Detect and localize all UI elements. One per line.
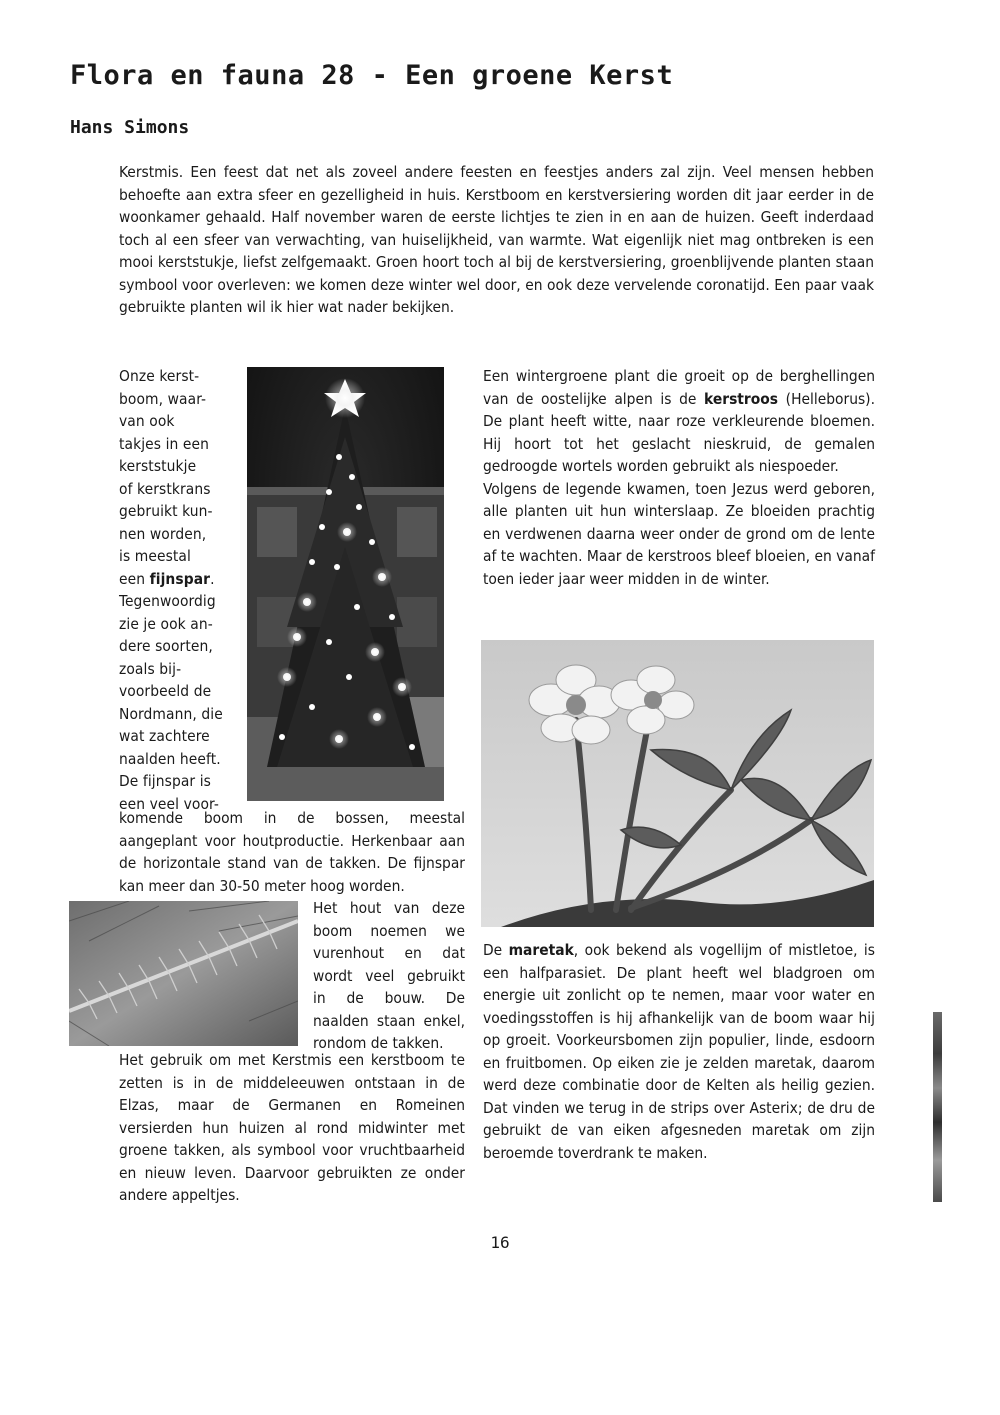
maretak-section bbox=[483, 939, 875, 1164]
text-line: nen worden, bbox=[119, 524, 207, 543]
text-line: naalden heeft. bbox=[119, 749, 221, 768]
text-fragment: een bbox=[119, 569, 150, 588]
text-line: kerststukje bbox=[119, 457, 197, 475]
text-line: boom, waar- bbox=[119, 389, 207, 408]
fijnspar-continuation: komende boom in de bossen, meestal aangeplant voor houtproductie. Herkenbaar aan de horizontale stand van de takken. De fijnspar kan meer dan 30-50 meter hoog worden. bbox=[119, 809, 465, 895]
text-line: is meestal bbox=[119, 547, 191, 565]
kerstroos-legend-paragraph: Volgens de legende kwamen, toen Jezus werd geboren, alle planten uit hun winterslaap. Ze bloeiden prachtig en verdwenen daarna weer onder de grond om de lente af te wachten. Maar de kerstroos bleef bloeien, en vanaf toen ieder jaar weer midden in de winter. bbox=[483, 479, 875, 588]
text-line: wat zachtere bbox=[119, 727, 210, 745]
text-line: voorbeeld de bbox=[119, 682, 212, 700]
article-title: Flora en fauna 28 - Een groene Kerst bbox=[70, 60, 674, 91]
fijnspar-hout-paragraph: Het hout van deze boom noemen we vurenhout en dat wordt veel gebruikt in de bouw. De naalden staan enkel, rondom de takken. bbox=[313, 899, 465, 1052]
intro-paragraph: Kerstmis. Een feest dat net als zoveel andere feesten en feestjes anders zal zijn. Veel mensen hebben behoefte aan extra sfeer en gezelligheid in huis. Kerstboom en kerstversiering worden dit jaar eerder in de woonkamer gehaald. Half november waren de eerste lichtjes te zien in en aan de huizen. Geeft inderdaad toch al een sfeer van verwachting, van huiselijkheid, van warmte. Wat eigenlijk niet mag ontbreken is een mooi kerststukje, liefst zelfgemaakt. Groen hoort toch al bij de kerstversiering, groenblijvende planten staan symbool voor overleven: we komen deze winter wel door, en ook deze vervelende coronatijd. Een paar vaak gebruikte planten wil ik hier wat nader bekijken. bbox=[119, 163, 874, 316]
text-line: Nordmann, die bbox=[119, 704, 223, 723]
edge-thumb-strip bbox=[933, 1012, 942, 1202]
text-line: of kerstkrans bbox=[119, 479, 211, 498]
term-fijnspar: fijnspar bbox=[149, 569, 211, 588]
fijnspar-narrow-column bbox=[119, 365, 247, 815]
text-line: zie je ook an- bbox=[119, 614, 213, 633]
christmas-tree-photo bbox=[247, 367, 444, 801]
term-kerstroos: kerstroos bbox=[704, 389, 779, 408]
kerstroos-section bbox=[483, 365, 875, 590]
text-line: Tegenwoordig bbox=[119, 592, 216, 610]
term-maretak: maretak bbox=[508, 941, 574, 959]
text-fragment: , ook bekend als vogellijm of mistletoe, is een halfparasiet. De plant heeft wel bladgroen om energie uit zonlicht op te nemen, maar voor water en voedingsstoffen is hij afhankelijk van de boom waar hij op groeit. Voorkeursbomen zijn populier, linde, esdoorn en fruitbomen. Op eiken zie je zelden maretak, daarom werd deze combinatie door de Kelten als heilig gezien. Dat vinden we terug in de strips over Asterix; de dru de gebruikt de van eiken afgesneden maretak om zijn beroemde toverdrank te maken. bbox=[483, 941, 875, 1162]
text-fragment: (Helleborus). De plant heeft witte, naar roze verkleurende bloemen. Hij hoort tot het geslacht nieskruid, de gemalen gedroogde wortels worden gebruikt als niespoeder. bbox=[483, 389, 875, 475]
text-fragment: De bbox=[483, 941, 509, 959]
text-line: gebruikt kun- bbox=[119, 502, 213, 520]
kerstroos-photo bbox=[481, 640, 874, 927]
kerstroos-paragraph bbox=[483, 365, 875, 478]
text-line: een veel voor- bbox=[119, 794, 219, 813]
text-line bbox=[119, 568, 247, 591]
article-author: Hans Simons bbox=[70, 117, 190, 138]
text-line: van ook bbox=[119, 412, 175, 430]
text-line: dere soorten, bbox=[119, 637, 213, 655]
text-fragment: Een wintergroene plant die groeit op de berghellingen van de oostelijke alpen is de bbox=[483, 367, 875, 408]
maretak-paragraph bbox=[483, 939, 875, 1164]
text-line: takjes in een bbox=[119, 434, 210, 453]
text-line: zoals bij- bbox=[119, 659, 182, 678]
spruce-branch-photo bbox=[69, 901, 298, 1046]
text-line: De fijnspar is bbox=[119, 772, 211, 790]
spruce-branch-illustration bbox=[69, 901, 298, 1046]
fijnspar-history-paragraph: Het gebruik om met Kerstmis een kerstboom te zetten is in de middeleeuwen ontstaan in de Elzas, maar de Germanen en Romeinen versierden hun huizen al rond midwinter met groene takken, als symbool voor vruchtbaarheid en nieuw leven. Daarvoor gebruikten ze onder andere appeltjes. bbox=[119, 1051, 465, 1204]
christmas-tree-illustration bbox=[247, 367, 444, 801]
page-number: 16 bbox=[490, 1233, 510, 1252]
text-fragment: . bbox=[210, 569, 215, 588]
hellebore-illustration bbox=[481, 640, 874, 927]
text-line: Onze kerst- bbox=[119, 367, 200, 385]
